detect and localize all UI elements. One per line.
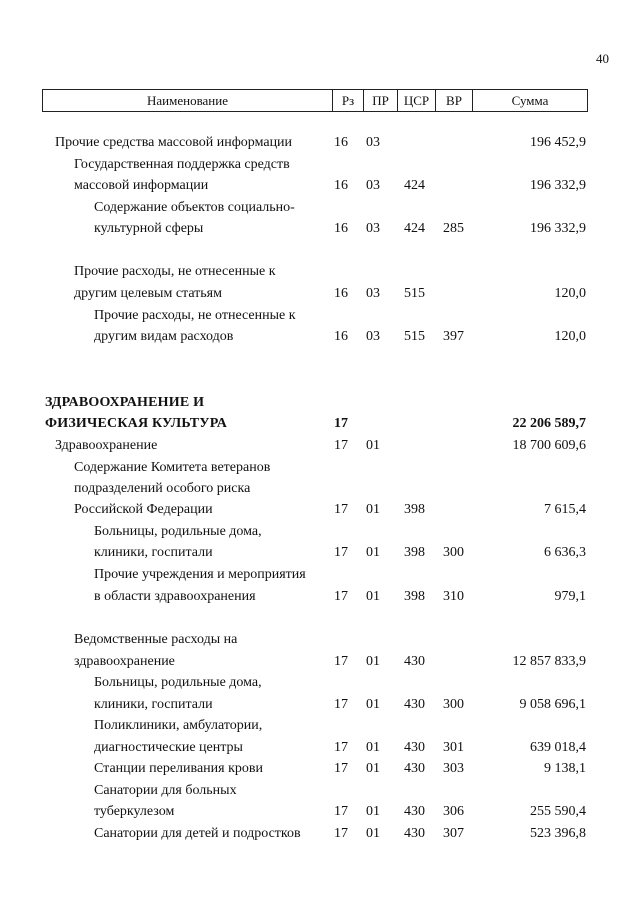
row-name: Прочие расходы, не отнесенные к — [74, 264, 276, 279]
row-name: Ведомственные расходы на — [74, 632, 238, 647]
row-name: другим видам расходов — [94, 329, 234, 344]
row-name: клиники, госпитали — [94, 545, 213, 560]
row-name: ФИЗИЧЕСКАЯ КУЛЬТУРА — [45, 416, 228, 431]
row-sum: 120,0 — [554, 329, 586, 344]
row-name: Прочие расходы, не отнесенные к — [94, 308, 296, 323]
row-name: подразделений особого риска — [74, 481, 251, 496]
row-name: Государственная поддержка средств — [74, 157, 290, 172]
header-pr: ПР — [364, 90, 398, 112]
row-rz: 17 — [334, 654, 348, 669]
row-sum: 12 857 833,9 — [512, 654, 586, 669]
table-row — [0, 695, 640, 715]
row-name: Здравоохранение — [55, 438, 158, 453]
row-sum: 9 058 696,1 — [519, 697, 586, 712]
row-vr: 307 — [443, 826, 464, 841]
row-sum: 120,0 — [554, 286, 586, 301]
table-row — [0, 155, 640, 175]
table-row — [0, 630, 640, 650]
row-sum: 6 636,3 — [544, 545, 586, 560]
table-row — [0, 262, 640, 282]
row-name: Больницы, родильные дома, — [94, 524, 262, 539]
header-name: Наименование — [43, 90, 333, 112]
row-name: Больницы, родильные дома, — [94, 675, 262, 690]
row-pr: 01 — [366, 654, 380, 669]
table-row — [0, 219, 640, 239]
row-pr: 03 — [366, 178, 380, 193]
row-csr: 515 — [404, 329, 425, 344]
table-row — [0, 414, 640, 434]
table-row — [0, 565, 640, 585]
row-name: диагностические центры — [94, 740, 243, 755]
row-rz: 16 — [334, 329, 348, 344]
row-rz: 17 — [334, 416, 348, 431]
row-name: Содержание Комитета ветеранов — [74, 460, 271, 475]
row-sum: 18 700 609,6 — [512, 438, 586, 453]
row-name: клиники, госпитали — [94, 697, 213, 712]
row-pr: 01 — [366, 740, 380, 755]
table-row — [0, 652, 640, 672]
row-vr: 306 — [443, 804, 464, 819]
row-rz: 17 — [334, 545, 348, 560]
row-rz: 17 — [334, 740, 348, 755]
row-csr: 398 — [404, 545, 425, 560]
row-pr: 01 — [366, 826, 380, 841]
row-rz: 17 — [334, 761, 348, 776]
row-sum: 523 396,8 — [530, 826, 586, 841]
row-name: Прочие средства массовой информации — [55, 135, 293, 150]
row-csr: 430 — [404, 826, 425, 841]
row-rz: 17 — [334, 438, 348, 453]
row-vr: 300 — [443, 545, 464, 560]
table-row — [0, 393, 640, 413]
table-row — [0, 673, 640, 693]
row-rz: 17 — [334, 697, 348, 712]
table-row — [0, 738, 640, 758]
row-vr: 301 — [443, 740, 464, 755]
row-sum: 196 332,9 — [530, 178, 586, 193]
row-csr: 424 — [404, 178, 425, 193]
table-row — [0, 543, 640, 563]
row-rz: 16 — [334, 221, 348, 236]
row-pr: 03 — [366, 221, 380, 236]
row-pr: 01 — [366, 804, 380, 819]
table-row — [0, 198, 640, 218]
table-row — [0, 716, 640, 736]
row-pr: 03 — [366, 286, 380, 301]
row-name: Санатории для детей и подростков — [94, 826, 301, 841]
row-name: Поликлиники, амбулатории, — [94, 718, 263, 733]
row-name: Содержание объектов социально- — [94, 200, 295, 215]
row-vr: 397 — [443, 329, 464, 344]
row-name: туберкулезом — [94, 804, 175, 819]
table-row — [0, 587, 640, 607]
table-row — [0, 458, 640, 478]
table-row — [0, 133, 640, 153]
row-name: Станции переливания крови — [94, 761, 263, 776]
row-rz: 16 — [334, 286, 348, 301]
row-csr: 430 — [404, 697, 425, 712]
row-sum: 979,1 — [554, 589, 586, 604]
table-row — [0, 759, 640, 779]
table-row — [0, 176, 640, 196]
row-pr: 01 — [366, 502, 380, 517]
row-sum: 639 018,4 — [530, 740, 586, 755]
header-csr: ЦСР — [398, 90, 436, 112]
row-vr: 310 — [443, 589, 464, 604]
row-sum: 9 138,1 — [544, 761, 586, 776]
row-rz: 16 — [334, 135, 348, 150]
table-row — [0, 284, 640, 304]
row-vr: 300 — [443, 697, 464, 712]
row-vr: 285 — [443, 221, 464, 236]
row-vr: 303 — [443, 761, 464, 776]
row-csr: 398 — [404, 502, 425, 517]
table-row — [0, 479, 640, 499]
row-name: культурной сферы — [94, 221, 204, 236]
row-pr: 01 — [366, 761, 380, 776]
row-rz: 16 — [334, 178, 348, 193]
row-sum: 255 590,4 — [530, 804, 586, 819]
row-name: другим целевым статьям — [74, 286, 222, 301]
row-name: здравоохранение — [74, 654, 175, 669]
table-row — [0, 824, 640, 844]
row-csr: 430 — [404, 804, 425, 819]
row-pr: 01 — [366, 589, 380, 604]
row-rz: 17 — [334, 804, 348, 819]
row-pr: 01 — [366, 438, 380, 453]
row-name: Прочие учреждения и мероприятия — [94, 567, 306, 582]
row-sum: 22 206 589,7 — [512, 416, 586, 431]
table-row — [0, 436, 640, 456]
row-csr: 430 — [404, 654, 425, 669]
row-name: массовой информации — [74, 178, 209, 193]
row-pr: 03 — [366, 135, 380, 150]
table-row — [0, 802, 640, 822]
row-name: Российской Федерации — [74, 502, 213, 517]
header-vr: ВР — [436, 90, 473, 112]
row-sum: 196 452,9 — [530, 135, 586, 150]
row-rz: 17 — [334, 502, 348, 517]
row-sum: 196 332,9 — [530, 221, 586, 236]
row-csr: 430 — [404, 761, 425, 776]
row-rz: 17 — [334, 589, 348, 604]
row-csr: 430 — [404, 740, 425, 755]
row-pr: 01 — [366, 545, 380, 560]
row-csr: 515 — [404, 286, 425, 301]
row-csr: 398 — [404, 589, 425, 604]
row-pr: 03 — [366, 329, 380, 344]
row-name: ЗДРАВООХРАНЕНИЕ И — [45, 395, 205, 410]
table-row — [0, 781, 640, 801]
header-rz: Рз — [333, 90, 364, 112]
table-row — [0, 306, 640, 326]
row-name: Санатории для больных — [94, 783, 237, 798]
row-name: в области здравоохранения — [94, 589, 256, 604]
table-row — [0, 327, 640, 347]
table-row — [0, 500, 640, 520]
table-row — [0, 522, 640, 542]
row-csr: 424 — [404, 221, 425, 236]
page-number: 40 — [596, 51, 609, 66]
row-rz: 17 — [334, 826, 348, 841]
row-pr: 01 — [366, 697, 380, 712]
header-sum: Сумма — [473, 90, 588, 112]
row-sum: 7 615,4 — [544, 502, 586, 517]
